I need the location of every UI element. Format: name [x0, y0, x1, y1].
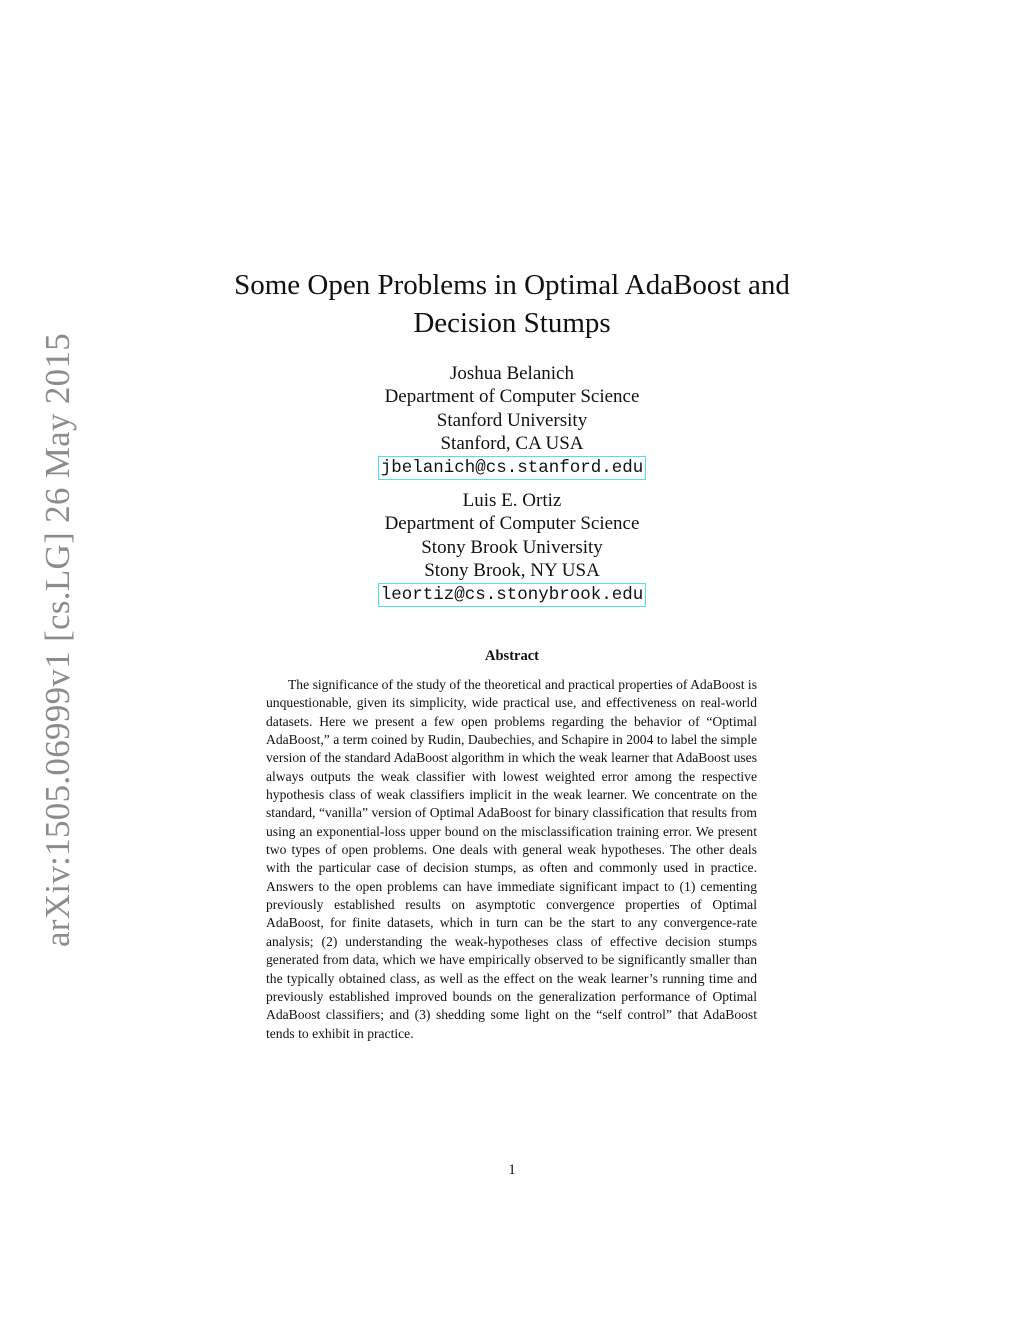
author-location: Stanford, CA USA [440, 432, 584, 454]
abstract-text: The significance of the study of the theoretical and practical properties of AdaBoost is unquestionable, given its simplicity, wide practical use, and effectiveness on real-world datasets. Here we present a few open problems regarding the behavior of “Optimal AdaBoost,” a term coined by Rudin, Daubechies, and Schapire in 2004 to label the simple version of the standard AdaBoost algorithm in which the weak learner that AdaBoost uses always outputs the weak classifier with lowest weighted error among the respective hypothesis class of weak classifiers implicit in the weak learner. We concentrate on the standard, “vanilla” version of Optimal AdaBoost for binary classification that results from using an exponential-loss upper bound on the misclassification training error. We present two types of open problems. One deals with general weak hypotheses. The other deals with the particular case of decision stumps, as often and commonly used in practice. Answers to the open problems can have immediate significant impact to (1) cementing previously established results on asymptotic convergence properties of Optimal AdaBoost, for finite datasets, which in turn can be the start to any convergence-rate analysis; (2) understanding the weak-hypotheses class of effective decision stumps generated from data, which we have empirically observed to be significantly smaller than the typically obtained class, as well as the effect on the weak learner’s running time and previously established improved bounds on the generalization performance of Optimal AdaBoost classifiers; and (3) shedding some light on the “self control” that AdaBoost tends to exhibit in practice. [266, 677, 757, 1041]
author-location: Stony Brook, NY USA [424, 559, 600, 581]
arxiv-identifier: arXiv:1505.06999v1 [cs.LG] 26 May 2015 [38, 332, 77, 948]
author-department: Department of Computer Science [384, 513, 640, 535]
abstract-heading: Abstract [485, 648, 539, 664]
title-line-1: Some Open Problems in Optimal AdaBoost and [234, 269, 790, 301]
title-line-2: Decision Stumps [413, 307, 611, 339]
author-name: Luis E. Ortiz [462, 490, 562, 511]
author-university: Stony Brook University [421, 536, 603, 558]
author-university: Stanford University [436, 409, 588, 431]
author-block-ortiz [0, 489, 1024, 607]
author-name: Joshua Belanich [449, 363, 574, 384]
author-email-link[interactable]: jbelanich@cs.stanford.edu [378, 456, 647, 480]
author-department: Department of Computer Science [384, 386, 640, 408]
author-block-belanich [0, 362, 1024, 480]
page-number: 1 [508, 1162, 516, 1178]
author-email-link[interactable]: leortiz@cs.stonybrook.edu [378, 583, 647, 607]
paper-title [0, 266, 1024, 342]
